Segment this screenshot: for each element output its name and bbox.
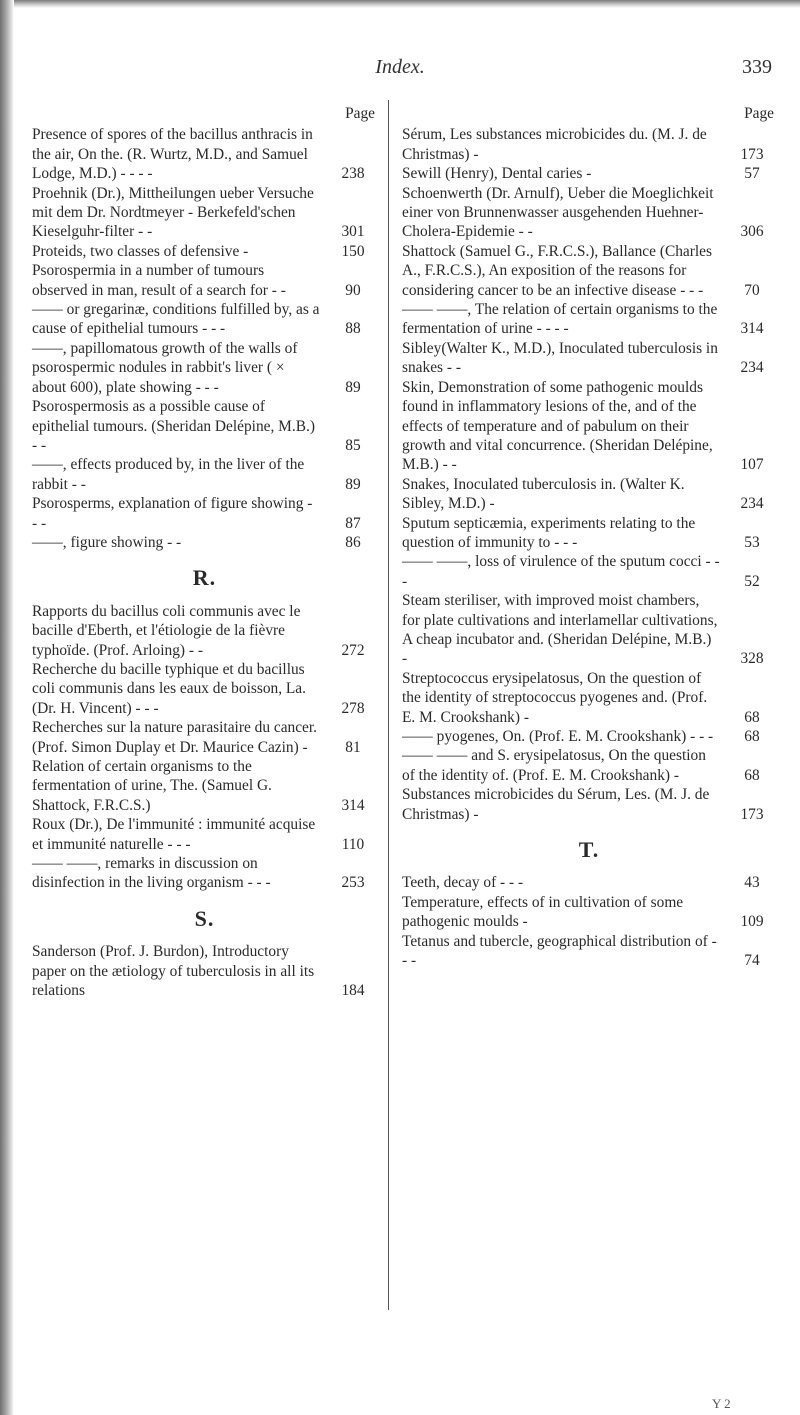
entry-text: Sérum, Les substances microbicides du. (M. J. de Christmas) - bbox=[402, 126, 707, 163]
entry-text: Sputum septicæmia, experiments relating to the question of immunity to - - - bbox=[402, 514, 696, 551]
entry-page-number: 306 bbox=[740, 223, 764, 241]
right-column bbox=[402, 104, 776, 970]
entry-page-number: 57 bbox=[744, 165, 760, 183]
index-entry bbox=[402, 164, 776, 183]
index-entry bbox=[402, 300, 776, 339]
entry-text: —— —— and S. erysipelatosus, On the question of the identity of. (Prof. E. M. Crookshank) - bbox=[402, 747, 706, 784]
left-column bbox=[32, 104, 377, 1000]
index-entry bbox=[32, 494, 377, 533]
entry-page-number: 328 bbox=[740, 650, 764, 668]
entry-text: Psorospermia in a number of tumours observed in man, result of a search for - - bbox=[32, 262, 286, 299]
entry-page-number: 52 bbox=[744, 572, 760, 590]
entry-text: Psorosperms, explanation of figure showing - - - bbox=[32, 495, 313, 532]
index-entry bbox=[32, 942, 377, 1000]
index-entry bbox=[402, 514, 776, 553]
entry-text: Psorospermosis as a possible cause of epithelial tumours. (Sheridan Delépine, M.B.) - - bbox=[32, 398, 315, 454]
entry-page-number: 43 bbox=[744, 874, 760, 892]
entry-page-number: 74 bbox=[744, 952, 760, 970]
entry-page-number: 90 bbox=[345, 281, 361, 299]
entry-page-number: 314 bbox=[740, 320, 764, 338]
entry-page-number: 234 bbox=[740, 359, 764, 377]
index-entry bbox=[402, 785, 776, 824]
entry-text: Teeth, decay of - - - bbox=[402, 874, 524, 892]
entry-text: —— ——, The relation of certain organisms to the fermentation of urine - - - - bbox=[402, 301, 718, 338]
index-entry bbox=[402, 378, 776, 475]
index-entry bbox=[402, 727, 776, 746]
entry-text: —— or gregarinæ, conditions fulfilled by, as a cause of epithelial tumours - - - bbox=[32, 301, 320, 338]
index-entry bbox=[32, 854, 377, 893]
entry-text: Roux (Dr.), De l'immunité : immunité acquise et immunité naturelle - - - bbox=[32, 816, 316, 853]
index-entry bbox=[32, 300, 377, 339]
index-entry bbox=[32, 184, 377, 242]
entry-page-number: 253 bbox=[341, 874, 365, 892]
index-entry bbox=[32, 397, 377, 455]
entry-page-number: 272 bbox=[341, 641, 365, 659]
section-s-entries-left bbox=[32, 942, 377, 1000]
entry-page-number: 68 bbox=[744, 728, 760, 745]
right-entries bbox=[402, 125, 776, 824]
entry-text: —— ——, loss of virulence of the sputum cocci - - - bbox=[402, 553, 720, 590]
entry-text: ——, effects produced by, in the liver of the rabbit - - bbox=[32, 456, 305, 493]
section-letter-r: R. bbox=[192, 565, 217, 591]
entry-text: Streptococcus erysipelatosus, On the question of the identity of streptococcus pyogenes and. (Prof. E. M. Crookshank) - bbox=[402, 669, 708, 726]
entry-text: Proehnik (Dr.), Mittheilungen ueber Versuche mit dem Dr. Nordtmeyer - Berkefeld'schen Kieselguhr-filter - - bbox=[32, 184, 314, 241]
entry-text: ——, figure showing - - bbox=[32, 533, 182, 551]
entry-page-number: 234 bbox=[740, 495, 764, 513]
page-column-label: Page bbox=[744, 105, 774, 122]
section-t-entries bbox=[402, 873, 776, 970]
entry-text: Recherches sur la nature parasitaire du cancer. (Prof. Simon Duplay et Dr. Maurice Cazin) - bbox=[32, 719, 318, 756]
entry-text: Substances microbicides du Sérum, Les. (M. J. de Christmas) - bbox=[402, 786, 710, 823]
entry-text: Schoenwerth (Dr. Arnulf), Ueber die Moeglichkeit einer von Brunnenwasser ausgehenden Huehner-Cholera-Epidemie - - bbox=[402, 184, 714, 241]
entry-text: Shattock (Samuel G., F.R.C.S.), Ballance (Charles A., F.R.C.S.), An exposition of the reasons for considering cancer to be an infective disease - - - bbox=[402, 242, 712, 299]
entry-page-number: 68 bbox=[744, 708, 760, 726]
index-entry bbox=[32, 718, 377, 757]
entry-page-number: 110 bbox=[341, 835, 365, 853]
index-entry bbox=[402, 873, 776, 892]
index-entry bbox=[402, 475, 776, 514]
index-entry bbox=[32, 757, 377, 815]
entry-page-number: 86 bbox=[345, 533, 361, 551]
entry-page-number: 85 bbox=[345, 436, 361, 454]
entry-page-number: 81 bbox=[345, 738, 361, 756]
index-entry bbox=[402, 591, 776, 669]
column-divider bbox=[388, 100, 389, 1310]
entry-text: Sanderson (Prof. J. Burdon), Introductory paper on the ætiology of tuberculosis in all its relations bbox=[32, 943, 315, 1000]
entry-text: Proteids, two classes of defensive - bbox=[32, 242, 249, 260]
index-entry bbox=[32, 533, 377, 552]
entry-page-number: 184 bbox=[341, 982, 365, 1000]
entry-page-number: 87 bbox=[345, 514, 361, 532]
entry-page-number: 107 bbox=[740, 456, 764, 474]
entry-page-number: 173 bbox=[740, 145, 764, 163]
entry-page-number: 314 bbox=[341, 796, 365, 814]
entry-text: Presence of spores of the bacillus anthracis in the air, On the. (R. Wurtz, M.D., and Samuel Lodge, M.D.) - - - - bbox=[32, 126, 313, 183]
entry-page-number: 53 bbox=[744, 533, 760, 551]
entry-page-number: 238 bbox=[341, 165, 365, 183]
section-letter-t: T. bbox=[578, 837, 600, 863]
entry-text: Recherche du bacille typhique et du bacillus coli communis dans les eaux de boisson, La. (Dr. H. Vincent) - - - bbox=[32, 660, 306, 717]
index-entry bbox=[32, 602, 377, 660]
index-entry bbox=[402, 669, 776, 727]
entry-text: Skin, Demonstration of some pathogenic moulds found in inflammatory lesions of the, and of the effects of temperature and of pabulum on their growth and vital concurrence. (Sheridan Delépine, M.B.) - - bbox=[402, 378, 713, 474]
entry-page-number: 88 bbox=[345, 320, 361, 338]
index-entry bbox=[32, 339, 377, 397]
signature-mark: Y 2 bbox=[712, 1396, 731, 1411]
page-column-label: Page bbox=[345, 105, 375, 122]
entry-text: Relation of certain organisms to the fermentation of urine, The. (Samuel G. Shattock, F.R.C.S.) bbox=[32, 758, 272, 814]
entry-page-number: 173 bbox=[740, 805, 764, 823]
index-entry bbox=[32, 455, 377, 494]
entry-text: Steam steriliser, with improved moist chambers, for plate cultivations and interlamellar cultivations, A cheap incubator and. (Sheridan Delépine, M.B.) - bbox=[402, 592, 718, 668]
page-binding-shadow bbox=[0, 0, 14, 1415]
entry-page-number: 68 bbox=[744, 766, 760, 784]
page-top-edge-shadow bbox=[0, 0, 800, 8]
index-entry bbox=[32, 261, 377, 300]
entry-page-number: 278 bbox=[341, 699, 365, 717]
section-letter-s: S. bbox=[194, 905, 215, 931]
entry-text: Rapports du bacillus coli communis avec le bacille d'Eberth, et l'étiologie de la fièvre typhoïde. (Prof. Arloing) - - bbox=[32, 602, 301, 659]
index-entry bbox=[402, 242, 776, 300]
index-entry bbox=[402, 125, 776, 164]
index-entry bbox=[32, 125, 377, 183]
index-entry bbox=[402, 552, 776, 591]
index-entry bbox=[402, 339, 776, 378]
index-entry bbox=[32, 660, 377, 718]
entry-text: Temperature, effects of in cultivation of some pathogenic moulds - bbox=[402, 893, 684, 931]
entry-text: —— ——, remarks in discussion on disinfection in the living organism - - - bbox=[32, 855, 271, 892]
left-entries bbox=[32, 125, 377, 552]
index-entry bbox=[32, 242, 377, 261]
entry-text: —— pyogenes, On. (Prof. E. M. Crookshank) - - - bbox=[402, 728, 714, 745]
entry-text: Tetanus and tubercle, geographical distribution of - - - bbox=[402, 932, 717, 970]
entry-page-number: 89 bbox=[345, 378, 361, 396]
entry-text: Sewill (Henry), Dental caries - bbox=[402, 165, 592, 183]
running-title: Index. bbox=[375, 56, 425, 78]
section-r-entries bbox=[32, 602, 377, 893]
entry-text: Sibley(Walter K., M.D.), Inoculated tuberculosis in snakes - - bbox=[402, 339, 718, 377]
entry-page-number: 301 bbox=[341, 223, 365, 241]
index-entry bbox=[402, 893, 776, 932]
entry-text: Snakes, Inoculated tuberculosis in. (Walter K. Sibley, M.D.) - bbox=[402, 475, 685, 513]
entry-text: ——, papillomatous growth of the walls of psorospermic nodules in rabbit's liver ( × about 600), plate showing - - - bbox=[32, 339, 298, 396]
entry-page-number: 109 bbox=[740, 913, 764, 931]
index-entry bbox=[402, 932, 776, 971]
index-entry bbox=[32, 815, 377, 854]
entry-page-number: 70 bbox=[744, 281, 760, 299]
entry-page-number: 89 bbox=[345, 475, 361, 493]
index-entry bbox=[402, 746, 776, 785]
page-number: 339 bbox=[742, 56, 772, 78]
index-entry bbox=[402, 184, 776, 242]
entry-page-number: 150 bbox=[341, 242, 365, 260]
